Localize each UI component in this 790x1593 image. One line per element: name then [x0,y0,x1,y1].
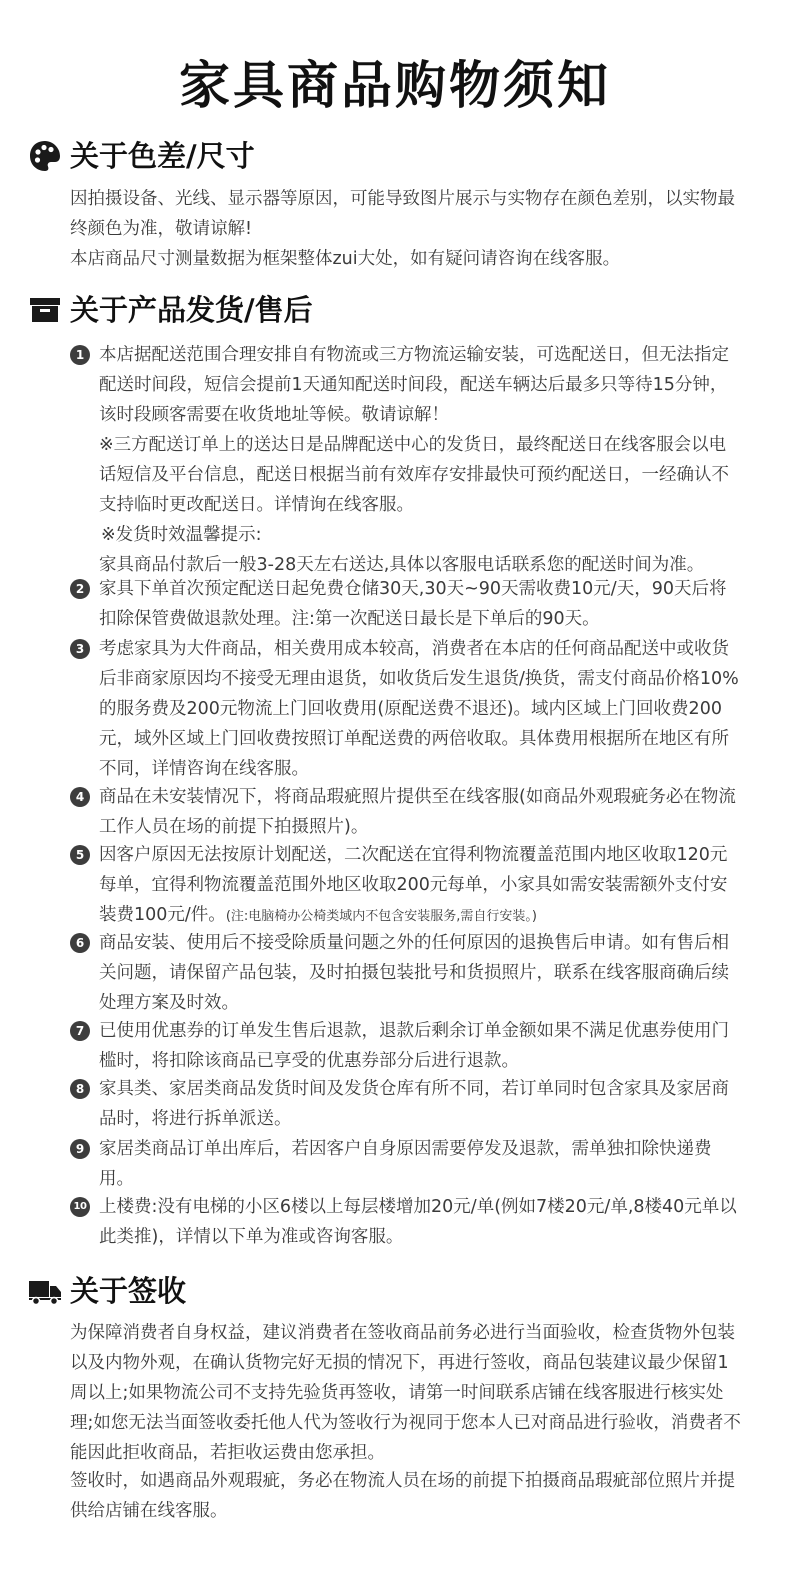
item-number-badge: 4 [70,787,90,807]
list-item-text: 考虑家具为大件商品，相关费用成本较高，消费者在本店的任何商品配送中或收货后非商家原因均不接受无理由退货，如收货后发生退货/换货，需支付商品价格10%的服务费及200元物流上门回收费用(原配送费不退还)。域内区域上门回收费200元，域外区域上门回收费按照订单配送费的两倍收取。具体费用根据所在地区有所不同，详情咨询在线客服。 [99,639,739,779]
section-header-color-size [28,136,255,176]
list-item-text: 因客户原因无法按原计划配送，二次配送在宜得利物流覆盖范围内地区收取120元每单，宜得利物流覆盖范围外地区收取200元每单，小家具如需安装需额外支付安装费100元/件。 [99,845,728,925]
section-header-receipt [28,1271,186,1311]
list-item [70,1134,742,1194]
list-item-text: 本店据配送范围合理安排自有物流或三方物流运输安装，可选配送日，但无法指定配送时间段，短信会提前1天通知配送时间段，配送车辆达后最多只等待15分钟，该时段顾客需要在收货地址等候。敬请谅解！ [99,345,729,425]
list-item [70,1016,742,1076]
item-number-badge: 3 [70,639,90,659]
item-number-badge: 8 [70,1079,90,1099]
section-title-color-size: 关于色差/尺寸 [70,139,255,173]
list-item [70,1074,742,1134]
list-item-text: 上楼费:没有电梯的小区6楼以上每层楼增加20元/单(例如7楼20元/单,8楼40元单以此类推)，详情以下单为准或咨询客服。 [99,1197,737,1247]
list-item-text: 商品在未安装情况下，将商品瑕疵照片提供至在线客服(如商品外观瑕疵务必在物流工作人员在场的前提下拍摄照片)。 [99,787,736,837]
list-item-text: 商品安装、使用后不接受除质量问题之外的任何原因的退换售后申请。如有售后相关问题，请保留产品包装，及时拍摄包装批号和货损照片，联系在线客服商确后续处理方案及时效。 [99,933,729,1013]
item-number-badge: 6 [70,933,90,953]
item-number-badge: 9 [70,1139,90,1159]
page-title: 家具商品购物须知 [178,57,611,116]
receipt-paragraph-1: 为保障消费者自身权益，建议消费者在签收商品前务必进行当面验收，检查货物外包装以及内物外观，在确认货物完好无损的情况下，再进行签收，商品包装建议最少保留1周以上;如果物流公司不支持先验货再签收，请第一时间联系店铺在线客服进行核实处理;如您无法当面签收委托他人代为签收行为视同于您本人已对商品进行验收，消费者不能因此拒收商品，若拒收运费由您承担。 [70,1323,741,1463]
item-number-badge: 5 [70,845,90,865]
item-number-badge: 2 [70,579,90,599]
list-item [70,340,742,580]
section-title-shipping: 关于产品发货/售后 [70,293,313,327]
list-item-text: 已使用优惠券的订单发生售后退款，退款后剩余订单金额如果不满足优惠券使用门槛时，将扣除该商品已享受的优惠券部分后进行退款。 [99,1021,729,1071]
list-item [70,1192,742,1252]
list-item-text: 家居类商品订单出库后，若因客户自身原因需要停发及退款，需单独扣除快递费用。 [99,1139,712,1189]
truck-icon [28,1274,62,1308]
list-item [70,782,742,842]
section-title-receipt: 关于签收 [70,1274,187,1308]
box-icon [28,293,62,327]
list-item [70,634,742,784]
list-item-text: 家具商品付款后一般3-28天左右送达,具体以客服电话联系您的配送时间为准。 [99,555,705,575]
item-number-badge: 10 [70,1197,90,1217]
receipt-paragraph-2: 签收时，如遇商品外观瑕疵，务必在物流人员在场的前提下拍摄商品瑕疵部位照片并提供给店铺在线客服。 [70,1471,735,1521]
size-paragraph: 本店商品尺寸测量数据为框架整体zui大处，如有疑问请咨询在线客服。 [70,249,621,269]
list-item [70,840,742,932]
section-header-shipping [28,290,313,330]
item-number-badge: 7 [70,1021,90,1041]
install-note: (注:电脑椅办公椅类域内不包含安装服务,需自行安装。) [225,909,537,924]
palette-icon [28,139,62,173]
list-item [70,928,742,1018]
item-number-badge: 1 [70,345,90,365]
list-item-text: ※发货时效温馨提示: [101,525,262,545]
list-item-text: 家具类、家居类商品发货时间及发货仓库有所不同，若订单同时包含家具及家居商品时，将进行拆单派送。 [99,1079,729,1129]
color-paragraph-1: 因拍摄设备、光线、显示器等原因，可能导致图片展示与实物存在颜色差别，以实物最终颜色为准，敬请谅解! [70,189,735,239]
list-item-text: 家具下单首次预定配送日起免费仓储30天,30天~90天需收费10元/天，90天后将扣除保管费做退款处理。注:第一次配送日最长是下单后的90天。 [99,579,727,629]
list-item-text: ※三方配送订单上的送达日是品牌配送中心的发货日，最终配送日在线客服会以电话短信及平台信息，配送日根据当前有效库存安排最快可预约配送日，一经确认不支持临时更改配送日。详情询在线客服。 [99,435,729,515]
list-item [70,574,742,634]
